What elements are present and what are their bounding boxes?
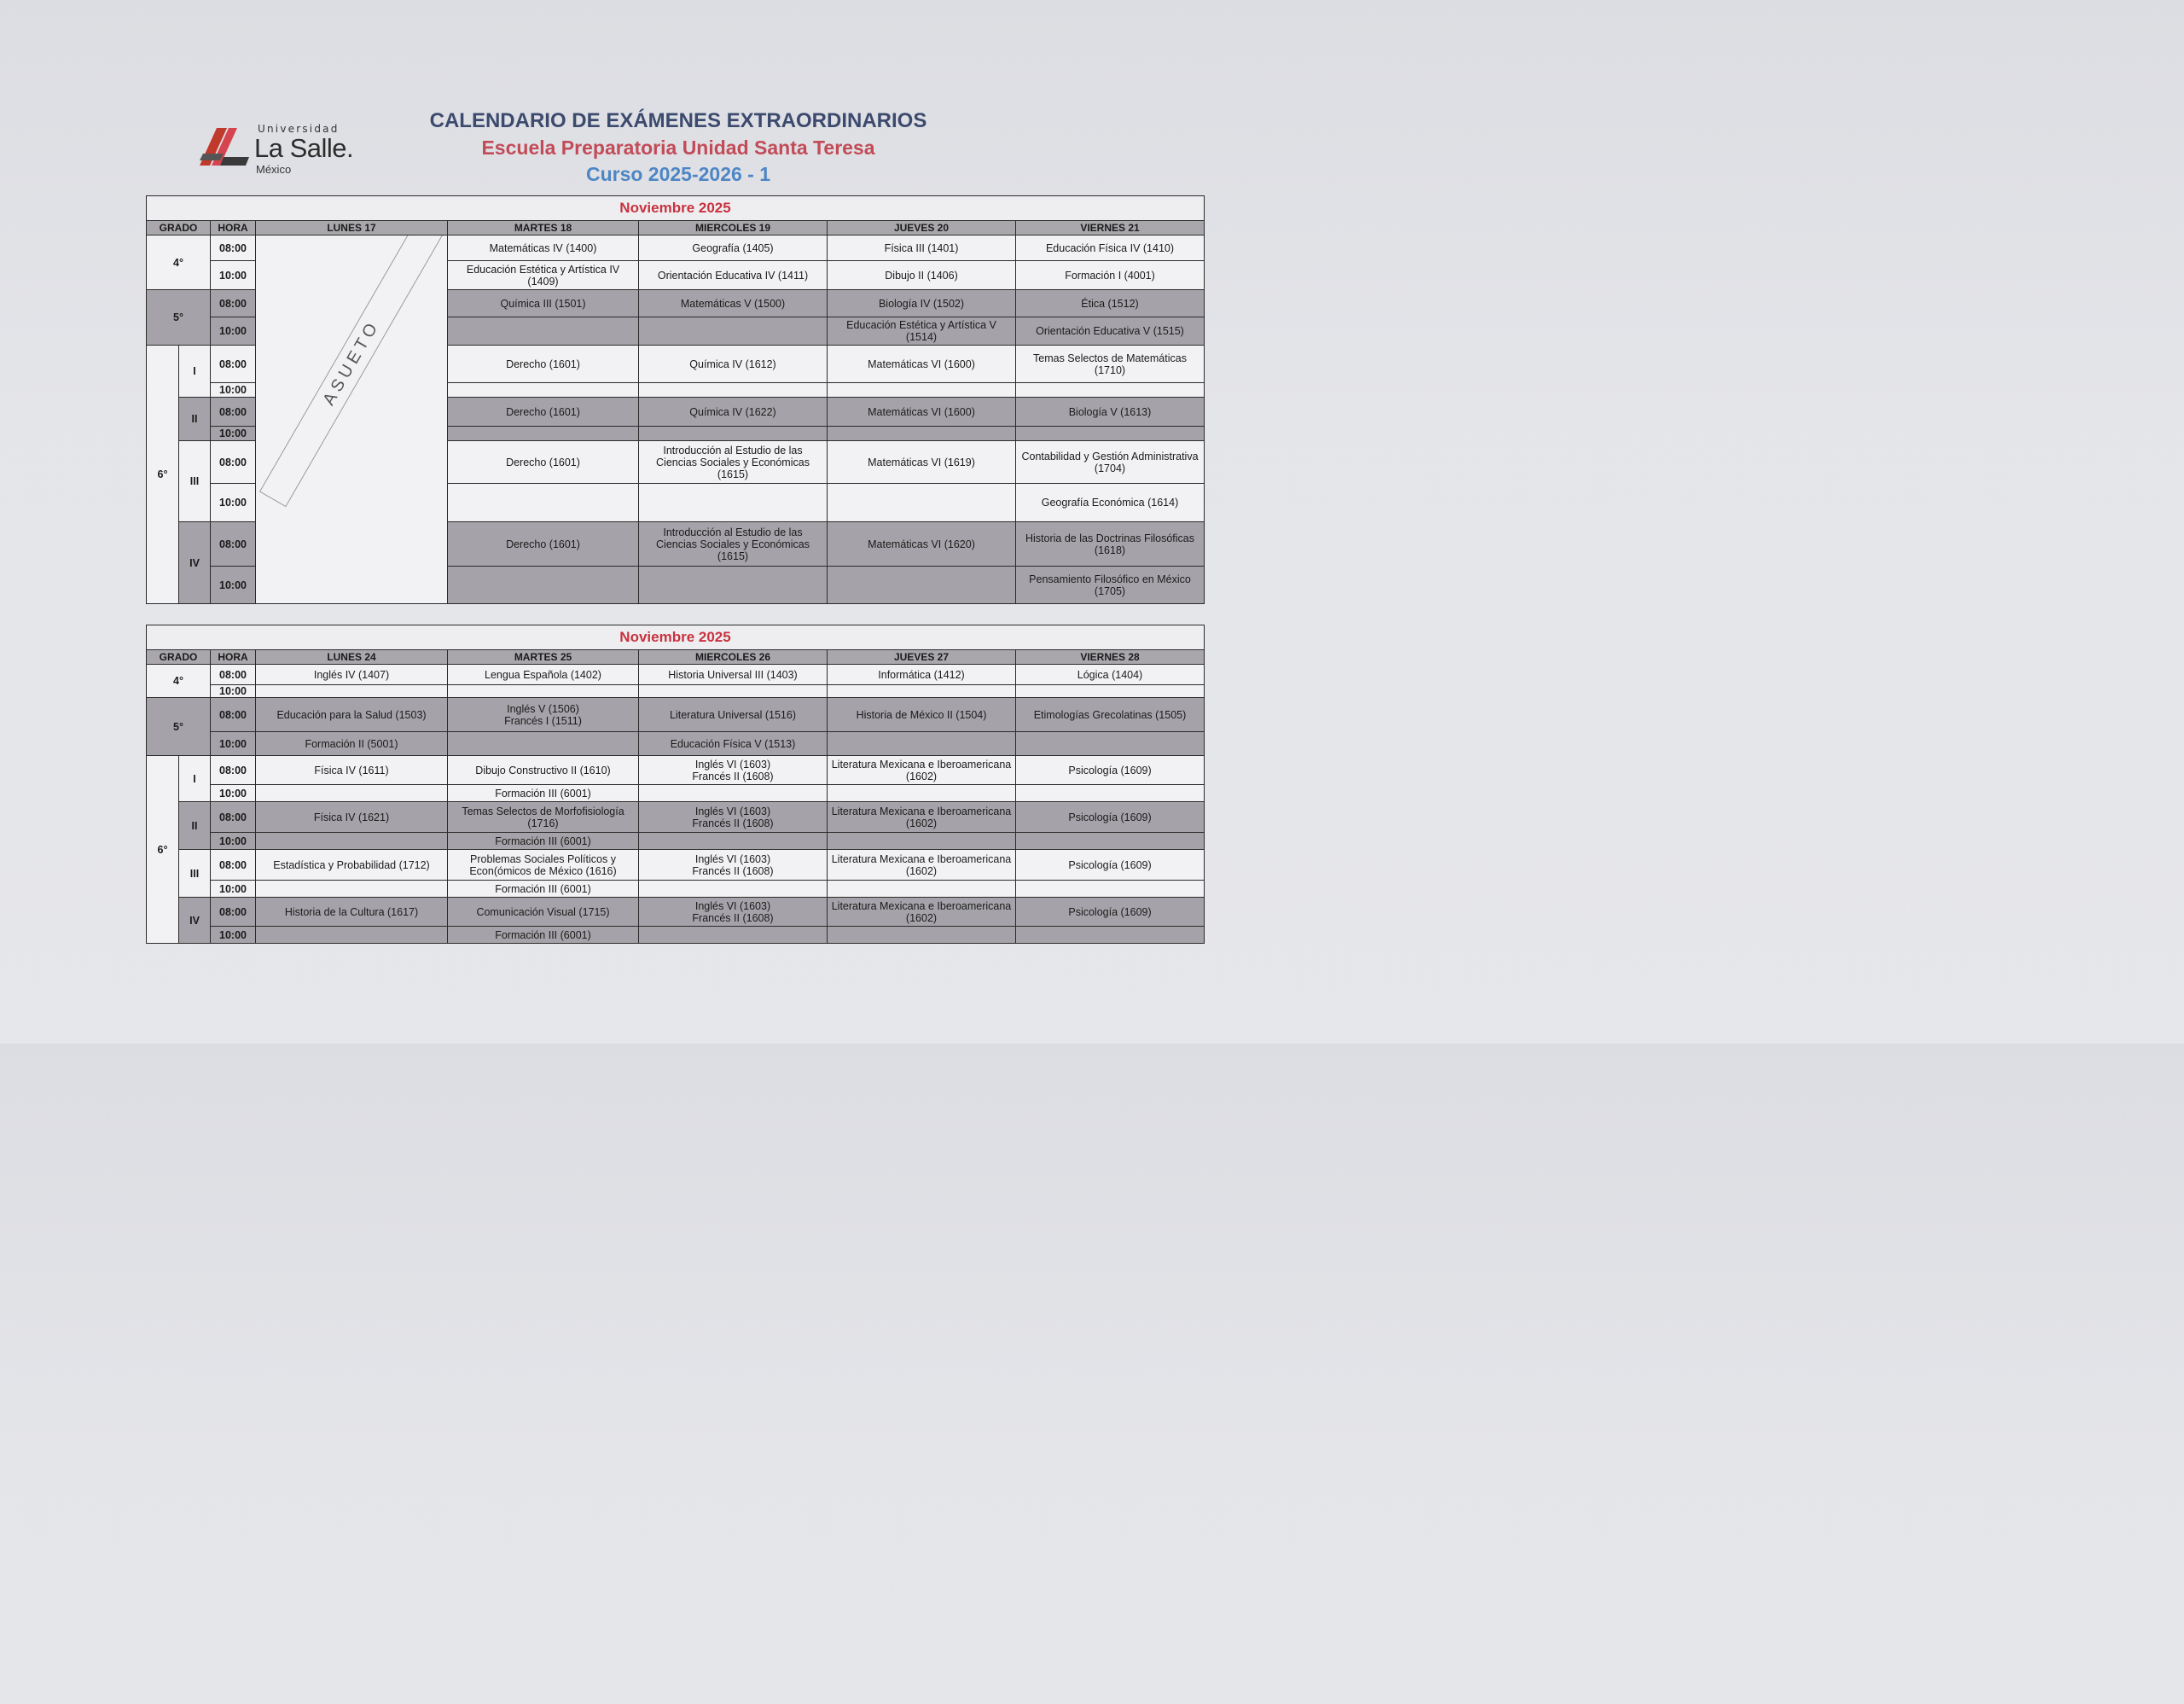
exam-cell <box>1016 785 1205 802</box>
exam-cell <box>448 484 639 522</box>
empty-cell <box>448 427 639 441</box>
exam-cell: Geografía (1405) <box>639 236 828 261</box>
exam-cell: Ética (1512) <box>1016 290 1205 317</box>
exam-cell: Biología IV (1502) <box>828 290 1016 317</box>
grade-label: 4° <box>147 665 211 698</box>
day-header: MIERCOLES 19 <box>639 221 828 236</box>
exam-cell: Derecho (1601) <box>448 346 639 383</box>
exam-cell: Psicología (1609) <box>1016 898 1205 927</box>
day-header: MARTES 25 <box>448 650 639 665</box>
grade-label: 6° <box>147 346 179 604</box>
exam-cell: Introducción al Estudio de las Ciencias Sociales y Económicas (1615) <box>639 441 828 484</box>
exam-cell: Formación III (6001) <box>448 881 639 898</box>
exam-cell: Matemáticas IV (1400) <box>448 236 639 261</box>
exam-cell: Orientación Educativa IV (1411) <box>639 261 828 290</box>
empty-cell <box>1016 427 1205 441</box>
time-cell: 10:00 <box>211 567 256 604</box>
time-cell: 08:00 <box>211 850 256 881</box>
time-cell: 10:00 <box>211 427 256 441</box>
exam-cell: Física III (1401) <box>828 236 1016 261</box>
exam-cell: Comunicación Visual (1715) <box>448 898 639 927</box>
empty-cell <box>828 427 1016 441</box>
course-subtitle: Curso 2025-2026 - 1 <box>585 163 771 185</box>
time-cell: 08:00 <box>211 756 256 785</box>
exam-cell: Matemáticas VI (1600) <box>828 346 1016 383</box>
time-cell: 08:00 <box>211 698 256 732</box>
grade-label: 5° <box>147 698 211 756</box>
day-header: MIERCOLES 26 <box>639 650 828 665</box>
exam-cell: Pensamiento Filosófico en México (1705) <box>1016 567 1205 604</box>
exam-cell: Problemas Sociales Políticos y Econ(ómicos de México (1616) <box>448 850 639 881</box>
exam-cell <box>448 317 639 346</box>
exam-cell <box>639 785 828 802</box>
exam-cell: Temas Selectos de Morfofisiología (1716) <box>448 802 639 833</box>
exam-cell: Psicología (1609) <box>1016 850 1205 881</box>
exam-cell: Formación III (6001) <box>448 785 639 802</box>
exam-cell: Física IV (1621) <box>256 802 448 833</box>
time-cell: 08:00 <box>211 236 256 261</box>
group-label: IV <box>179 522 211 604</box>
time-cell: 08:00 <box>211 441 256 484</box>
hora-header: HORA <box>211 650 256 665</box>
group-label: II <box>179 802 211 850</box>
time-cell: 08:00 <box>211 802 256 833</box>
empty-cell <box>1016 685 1205 698</box>
exam-cell: Matemáticas VI (1619) <box>828 441 1016 484</box>
time-cell: 08:00 <box>211 290 256 317</box>
exam-cell: Lógica (1404) <box>1016 665 1205 685</box>
logo-name-text: La Salle. <box>254 133 354 163</box>
exam-cell: Etimologías Grecolatinas (1505) <box>1016 698 1205 732</box>
time-cell: 10:00 <box>211 927 256 944</box>
exam-cell: Lengua Española (1402) <box>448 665 639 685</box>
exam-cell: Estadística y Probabilidad (1712) <box>256 850 448 881</box>
exam-cell: Inglés IV (1407) <box>256 665 448 685</box>
exam-cell: Geografía Económica (1614) <box>1016 484 1205 522</box>
holiday-band <box>259 236 444 508</box>
exam-cell: Psicología (1609) <box>1016 802 1205 833</box>
exam-cell: Formación III (6001) <box>448 833 639 850</box>
exam-cell <box>256 927 448 944</box>
empty-cell <box>639 427 828 441</box>
group-label: IV <box>179 898 211 944</box>
exam-cell: Dibujo II (1406) <box>828 261 1016 290</box>
exam-cell: Educación Física V (1513) <box>639 732 828 756</box>
exam-cell: Física IV (1611) <box>256 756 448 785</box>
empty-cell <box>256 685 448 698</box>
exam-cell: Literatura Mexicana e Iberoamericana (1602) <box>828 802 1016 833</box>
exam-cell <box>1016 732 1205 756</box>
group-label: III <box>179 850 211 898</box>
exam-cell: Derecho (1601) <box>448 441 639 484</box>
time-cell: 10:00 <box>211 383 256 398</box>
exam-cell: Educación Física IV (1410) <box>1016 236 1205 261</box>
day-header: JUEVES 20 <box>828 221 1016 236</box>
schedule-table-week2 <box>146 625 1205 944</box>
exam-cell: Inglés VI (1603) Francés II (1608) <box>639 802 828 833</box>
exam-cell: Formación II (5001) <box>256 732 448 756</box>
exam-cell: Temas Selectos de Matemáticas (1710) <box>1016 346 1205 383</box>
time-cell: 08:00 <box>211 898 256 927</box>
exam-cell <box>639 567 828 604</box>
exam-cell <box>828 484 1016 522</box>
exam-cell <box>639 317 828 346</box>
exam-cell <box>1016 881 1205 898</box>
exam-cell <box>828 567 1016 604</box>
exam-cell <box>828 833 1016 850</box>
group-label: III <box>179 441 211 522</box>
exam-cell: Orientación Educativa V (1515) <box>1016 317 1205 346</box>
grade-label: 6° <box>147 756 179 944</box>
time-cell: 10:00 <box>211 785 256 802</box>
exam-cell: Matemáticas V (1500) <box>639 290 828 317</box>
exam-cell: Educación para la Salud (1503) <box>256 698 448 732</box>
time-cell: 10:00 <box>211 484 256 522</box>
time-cell: 08:00 <box>211 665 256 685</box>
exam-cell: Historia de la Cultura (1617) <box>256 898 448 927</box>
group-label: II <box>179 398 211 441</box>
exam-cell <box>256 881 448 898</box>
exam-cell <box>639 927 828 944</box>
hora-header: HORA <box>211 221 256 236</box>
time-cell: 08:00 <box>211 398 256 427</box>
exam-cell <box>828 881 1016 898</box>
exam-cell: Derecho (1601) <box>448 398 639 427</box>
exam-cell: Derecho (1601) <box>448 522 639 567</box>
grado-header: GRADO <box>147 650 211 665</box>
page-title: CALENDARIO DE EXÁMENES EXTRAORDINARIOS <box>429 109 927 132</box>
exam-cell: Psicología (1609) <box>1016 756 1205 785</box>
exam-cell <box>639 484 828 522</box>
school-subtitle: Escuela Preparatoria Unidad Santa Teresa <box>481 137 875 159</box>
exam-cell: Inglés VI (1603) Francés II (1608) <box>639 850 828 881</box>
exam-cell: Educación Estética y Artística IV (1409) <box>448 261 639 290</box>
exam-cell <box>256 833 448 850</box>
exam-cell: Informática (1412) <box>828 665 1016 685</box>
exam-cell: Literatura Mexicana e Iberoamericana (1602) <box>828 850 1016 881</box>
grade-label: 5° <box>147 290 211 346</box>
day-header: JUEVES 27 <box>828 650 1016 665</box>
exam-cell <box>828 927 1016 944</box>
exam-cell: Matemáticas VI (1600) <box>828 398 1016 427</box>
exam-cell: Química III (1501) <box>448 290 639 317</box>
group-label: I <box>179 756 211 802</box>
exam-cell: Inglés VI (1603) Francés II (1608) <box>639 756 828 785</box>
exam-cell: Historia de México II (1504) <box>828 698 1016 732</box>
time-cell: 10:00 <box>211 732 256 756</box>
exam-cell: Historia Universal III (1403) <box>639 665 828 685</box>
schedule-table-week1 <box>146 195 1205 604</box>
exam-cell: Literatura Mexicana e Iberoamericana (1602) <box>828 756 1016 785</box>
exam-cell: Historia de las Doctrinas Filosóficas (1618) <box>1016 522 1205 567</box>
exam-cell: Inglés VI (1603) Francés II (1608) <box>639 898 828 927</box>
logo-country-text: México <box>256 163 292 176</box>
day-header: LUNES 17 <box>256 221 448 236</box>
time-cell: 10:00 <box>211 317 256 346</box>
exam-cell <box>448 732 639 756</box>
time-cell: 10:00 <box>211 261 256 290</box>
day-header: VIERNES 21 <box>1016 221 1205 236</box>
exam-cell: Dibujo Constructivo II (1610) <box>448 756 639 785</box>
day-header: LUNES 24 <box>256 650 448 665</box>
time-cell: 08:00 <box>211 522 256 567</box>
day-header: MARTES 18 <box>448 221 639 236</box>
exam-cell: Literatura Universal (1516) <box>639 698 828 732</box>
time-cell: 10:00 <box>211 881 256 898</box>
time-cell: 08:00 <box>211 346 256 383</box>
exam-cell: Introducción al Estudio de las Ciencias Sociales y Económicas (1615) <box>639 522 828 567</box>
day-header: VIERNES 28 <box>1016 650 1205 665</box>
exam-cell: Química IV (1622) <box>639 398 828 427</box>
exam-cell: Contabilidad y Gestión Administrativa (1704) <box>1016 441 1205 484</box>
group-label: I <box>179 346 211 398</box>
exam-cell <box>639 881 828 898</box>
exam-cell <box>1016 927 1205 944</box>
exam-cell <box>448 567 639 604</box>
exam-cell: Inglés V (1506) Francés I (1511) <box>448 698 639 732</box>
la-salle-emblem-icon <box>198 123 251 172</box>
logo-university-text: Universidad <box>258 123 340 135</box>
month-header: Noviembre 2025 <box>147 196 1205 221</box>
empty-cell <box>639 383 828 398</box>
exam-cell <box>828 732 1016 756</box>
exam-cell: Matemáticas VI (1620) <box>828 522 1016 567</box>
empty-cell <box>828 383 1016 398</box>
exam-cell <box>828 785 1016 802</box>
exam-cell: Educación Estética y Artística V (1514) <box>828 317 1016 346</box>
exam-cell <box>639 833 828 850</box>
empty-cell <box>1016 383 1205 398</box>
exam-cell <box>1016 833 1205 850</box>
month-header: Noviembre 2025 <box>147 625 1205 650</box>
grado-header: GRADO <box>147 221 211 236</box>
exam-cell: Formación III (6001) <box>448 927 639 944</box>
exam-cell: Formación I (4001) <box>1016 261 1205 290</box>
exam-cell <box>256 785 448 802</box>
empty-cell <box>828 685 1016 698</box>
holiday-label: ASUETO <box>319 317 384 409</box>
time-cell: 10:00 <box>211 833 256 850</box>
exam-cell: Biología V (1613) <box>1016 398 1205 427</box>
empty-cell <box>448 383 639 398</box>
holiday-cell <box>256 236 448 604</box>
empty-cell <box>639 685 828 698</box>
grade-label: 4° <box>147 236 211 290</box>
empty-cell <box>448 685 639 698</box>
exam-cell: Química IV (1612) <box>639 346 828 383</box>
exam-cell: Literatura Mexicana e Iberoamericana (1602) <box>828 898 1016 927</box>
time-cell: 10:00 <box>211 685 256 698</box>
